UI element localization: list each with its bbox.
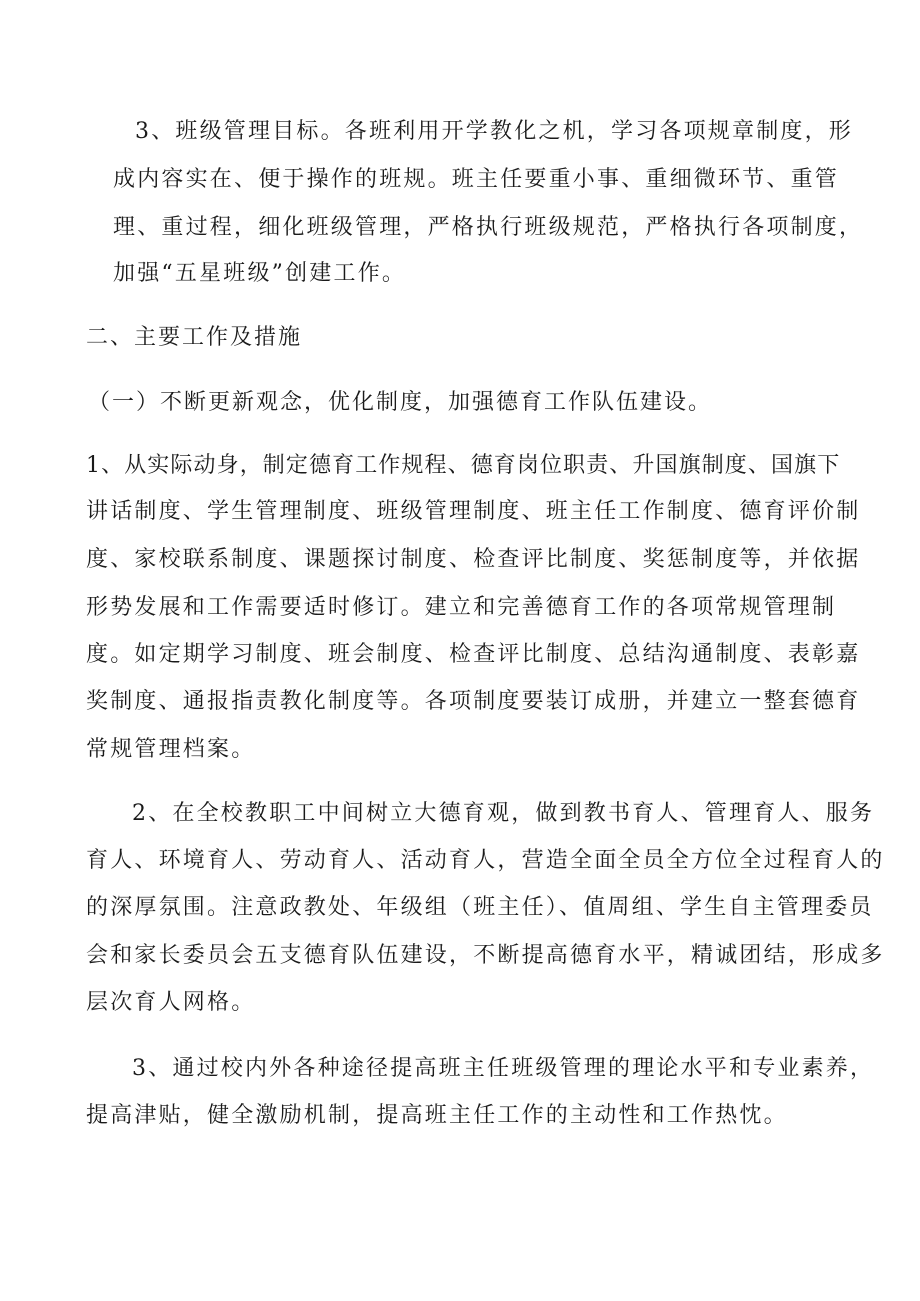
paragraph-3-line-1: 2、在全校教职工中间树立大德育观，做到教书育人、管理育人、服务 — [132, 801, 875, 826]
paragraph-2-line-3: 度、家校联系制度、课题探讨制度、检查评比制度、奖惩制度等，并依据 — [86, 547, 861, 572]
paragraph-2-line-2: 讲话制度、学生管理制度、班级管理制度、班主任工作制度、德育评价制 — [86, 499, 861, 524]
paragraph-4-line-1: 3、通过校内外各种途径提高班主任班级管理的理论水平和专业素养， — [132, 1056, 875, 1081]
paragraph-3-line-5: 层次育人网格。 — [86, 990, 256, 1015]
paragraph-2-line-7: 常规管理档案。 — [86, 737, 256, 762]
paragraph-4-line-2: 提高津贴，健全激励机制，提高班主任工作的主动性和工作热忱。 — [86, 1103, 788, 1128]
section-heading: 二、主要工作及措施 — [86, 325, 303, 350]
paragraph-1-line-4: 加强“五星班级”创建工作。 — [113, 261, 407, 286]
paragraph-2-line-1: 1、从实际动身，制定德育工作规程、德育岗位职责、升国旗制度、国旗下 — [86, 453, 841, 478]
paragraph-2-line-5: 度。如定期学习制度、班会制度、检查评比制度、总结沟通制度、表彰嘉 — [86, 642, 861, 667]
paragraph-3-line-2: 育人、环境育人、劳动育人、活动育人，营造全面全员全方位全过程育人的 — [86, 848, 885, 873]
paragraph-1-line-2: 成内容实在、便于操作的班规。班主任要重小事、重细微环节、重管 — [113, 167, 840, 192]
paragraph-2-line-6: 奖制度、通报指责教化制度等。各项制度要装订成册，并建立一整套德育 — [86, 689, 861, 714]
paragraph-3-line-4: 会和家长委员会五支德育队伍建设，不断提高德育水平，精诚团结，形成多 — [86, 943, 885, 968]
paragraph-3-line-3: 的深厚氛围。注意政教处、年级组（班主任）、值周组、学生自主管理委员 — [86, 895, 874, 920]
subsection-heading: （一）不断更新观念，优化制度，加强德育工作队伍建设。 — [88, 390, 713, 415]
paragraph-2-line-4: 形势发展和工作需要适时修订。建立和完善德育工作的各项常规管理制 — [86, 595, 837, 620]
paragraph-1-line-3: 理、重过程，细化班级管理，严格执行班级规范，严格执行各项制度， — [113, 215, 864, 240]
paragraph-1-line-1: 3、班级管理目标。各班利用开学教化之机，学习各项规章制度，形 — [135, 119, 853, 144]
